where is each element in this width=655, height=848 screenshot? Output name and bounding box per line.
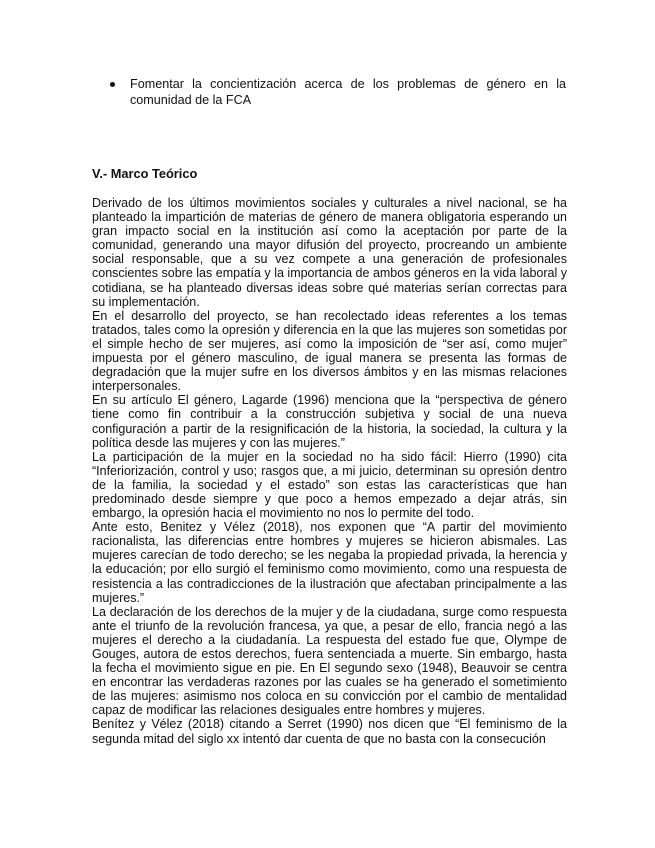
section-heading	[92, 166, 197, 182]
bullet-list	[92, 76, 566, 108]
body-text	[92, 196, 567, 746]
paragraph: En el desarrollo del proyecto, se han recolectado ideas referentes a los temas tratados, tales como la opresión y diferencia en la que las mujeres son sometidas por el simple hecho de ser mujeres, así como la imposición de “ser así, como mujer” impuesta por el género masculino, de igual manera se presenta las formas de degradación que la mujer sufre en los diversos ámbitos y en las mismas relaciones interpersonales.	[92, 308, 567, 394]
section-number: V	[92, 166, 100, 181]
paragraph: Derivado de los últimos movimientos sociales y culturales a nivel nacional, se ha planteado la impartición de materias de género de manera obligatoria esperando un gran impacto social en la institución así como la aceptación por parte de la comunidad, generando una mayor difusión del proyecto, procreando un ambiente social responsable, que a su vez compete a una generación de profesionales conscientes sobre las empatía y la importancia de ambos géneros en la vida laboral y cotidiana, se ha planteado diversas ideas sobre qué materias serían correctas para su implementación.	[92, 196, 567, 309]
paragraph: La declaración de los derechos de la mujer y de la ciudadana, surge como respuesta ante el triunfo de la revolución francesa, ya que, a pesar de ello, francia negó a las mujeres el derecho a la ciudadanía. La respuesta del estado fue que, Olympe de Gouges, autora de estos derechos, fuera sentenciada a muerte. Sin embargo, hasta la fecha el movimiento sigue en pie. En El segundo sexo (1948), Beauvoir se centra en encontrar las verdaderas razones por las cuales se ha generado el sometimiento de las mujeres: asimismo nos coloca en su convicción por el cambio de mentalidad capaz de modificar las relaciones desiguales entre hombres y mujeres.	[92, 604, 567, 718]
paragraph: En su artículo El género, Lagarde (1996) menciona que la “perspectiva de género tiene como fin contribuir a la construcción subjetiva y social de una nueva configuración a partir de la resignificación de la historia, la sociedad, la cultura y la política desde las mujeres y con las mujeres.”	[92, 393, 567, 450]
paragraph: Benítez y Vélez (2018) citando a Serret (1990) nos dicen que “El feminismo de la segunda mitad del siglo xx intentó dar cuenta de que no basta con la consecución	[92, 717, 567, 746]
bullet-text: Fomentar la concientización acerca de los problemas de género en la comunidad de la FCA	[130, 77, 566, 107]
paragraph: La participación de la mujer en la sociedad no ha sido fácil: Hierro (1990) cita “Inferiorización, control y uso; rasgos que, a mi juicio, determinan su opresión dentro de la familia, la sociedad y el estado” son estas las características que han predominado desde siempre y que poco a hemos empezado a dejar atrás, sin embargo, la opresión hacia el movimiento no nos lo permite del todo.	[92, 449, 567, 521]
bullet-dot-icon	[110, 82, 115, 87]
paragraph: Ante esto, Benitez y Vélez (2018), nos exponen que “A partir del movimiento racionalista, las diferencias entre hombres y mujeres se hicieron abismales. Las mujeres carecían de todo derecho; se les negaba la propiedad privada, la herencia y la educación; por ello surgió el feminismo como movimiento, como una respuesta de resistencia a las contradicciones de la ilustración que afectaban principalmente a las mujeres.”	[92, 520, 567, 605]
bullet-item	[92, 76, 566, 108]
section-title: .- Marco Teórico	[99, 166, 198, 181]
